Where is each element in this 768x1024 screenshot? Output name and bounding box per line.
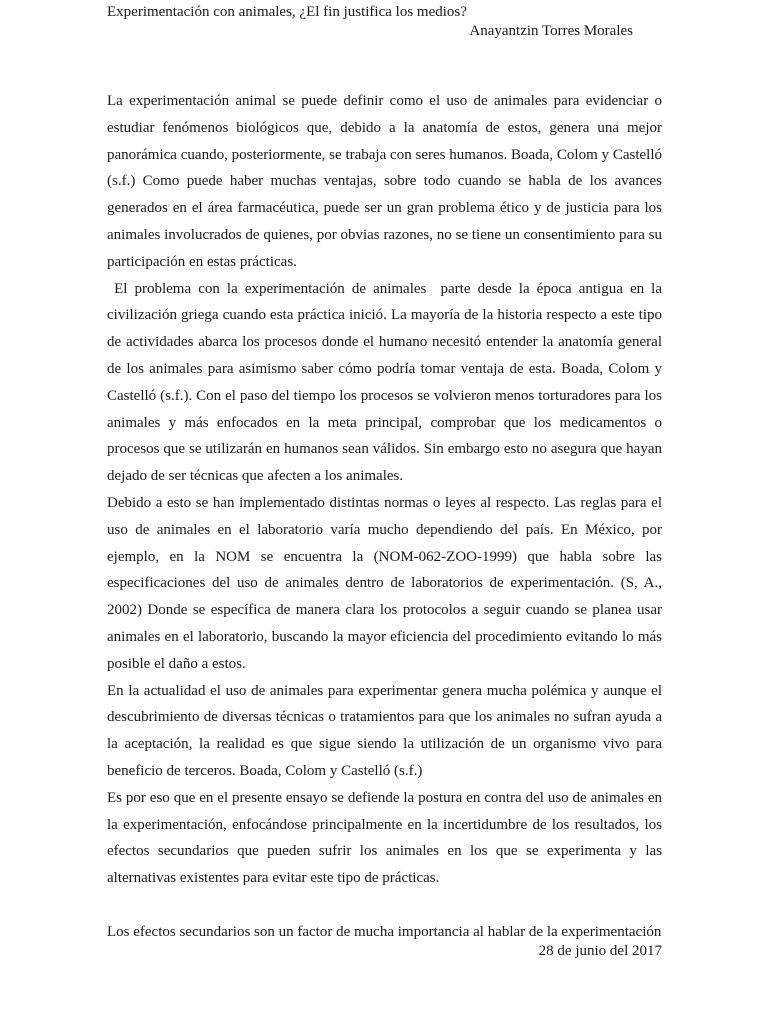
essay-body	[107, 88, 666, 946]
document-title: Experimentación con animales, ¿El fin justifica los medios?	[107, 4, 467, 20]
paragraph: Es por eso que en el presente ensayo se defiende la postura en contra del uso de animales en la experimentación, enfocándose principalmente en la incertidumbre de los resultados, los efectos secundarios que pueden sufrir los animales en los que se experimenta y las alternativas existentes para evitar este tipo de prácticas.	[107, 789, 662, 887]
paragraph: En la actualidad el uso de animales para experimentar genera mucha polémica y aunque el descubrimiento de diversas técnicas o tratamientos para que los animales no sufran ayuda a la aceptación, la realidad es que sigue siendo la utilización de un organismo vivo para beneficio de terceros. Boada, Colom y Castelló (s.f.)	[107, 682, 662, 779]
paragraph: Debido a esto se han implementado distintas normas o leyes al respecto. Las reglas para el uso de animales en el laboratorio varía mucho dependiendo del país. En México, por ejemplo, en la NOM se encuentra la (NOM-062-ZOO-1999) que habla sobre las especificaciones del uso de animales dentro de laboratorios de experimentación. (S, A., 2002) Donde se específica de manera clara los protocolos a seguir cuando se planea usar animales en el laboratorio, buscando la mayor eficiencia del procedimiento evitando lo más posible el daño a estos.	[107, 494, 662, 672]
paragraph: El problema con la experimentación de animales parte desde la época antigua en la civilización griega cuando esta práctica inició. La mayoría de la historia respecto a este tipo de actividades abarca los procesos donde el humano necesitó entender la anatomía general de los animales para asimismo saber cómo podría tomar ventaja de esta. Boada, Colom y Castelló (s.f.). Con el paso del tiempo los procesos se volvieron menos torturadores para los animales y más enfocados en la meta principal, comprobar que los medicamentos o procesos que se utilizarán en humanos sean válidos. Sin embargo esto no asegura que hayan dejado de ser técnicas que afecten a los animales.	[107, 280, 666, 485]
author-name: Anayantzin Torres Morales	[469, 23, 633, 39]
paragraph: La experimentación animal se puede definir como el uso de animales para evidenciar o estudiar fenómenos biológicos que, debido a la anatomía de estos, genera una mejor panorámica cuando, posteriormente, se trabaja con seres humanos. Boada, Colom y Castelló (s.f.) Como puede haber muchas ventajas, sobre todo cuando se habla de los avances generados en el área farmacéutica, puede ser un gran problema ético y de justicia para los animales involucrados de quienes, por obvias razones, no se tiene un consentimiento para su participación en estas prácticas.	[107, 93, 662, 270]
paragraph: Los efectos secundarios son un factor de mucha importancia al hablar de la experimentación	[107, 923, 662, 940]
footer-date: 28 de junio del 2017	[538, 943, 662, 959]
